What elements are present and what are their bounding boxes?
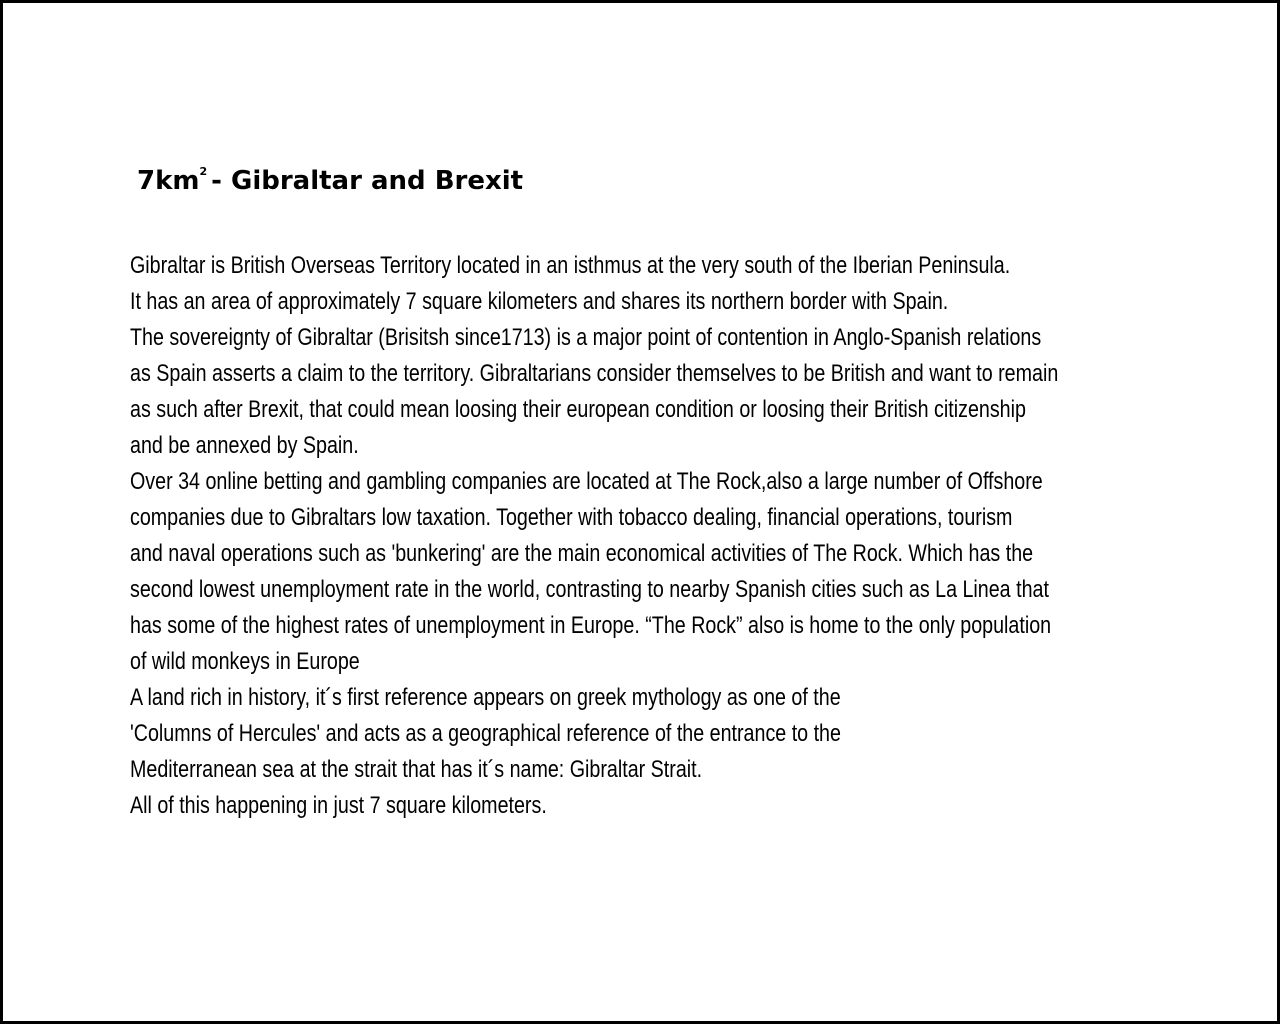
body-line: and naval operations such as 'bunkering' are the main economical activities of The Rock. Which has the (130, 540, 1034, 567)
title-superscript: 2 (199, 165, 208, 179)
body-line: second lowest unemployment rate in the world, contrasting to nearby Spanish cities such as La Linea that (130, 576, 1049, 603)
title-rest: - Gibraltar and Brexit (211, 166, 524, 196)
body-line: as Spain asserts a claim to the territory. Gibraltarians consider themselves to be British and want to remain (130, 360, 1059, 387)
body-line: has some of the highest rates of unemployment in Europe. “The Rock” also is home to the only population (130, 612, 1052, 639)
body-line: Gibraltar is British Overseas Territory located in an isthmus at the very south of the Iberian Peninsula. (130, 252, 1011, 279)
body-line: 'Columns of Hercules' and acts as a geographical reference of the entrance to the (130, 720, 841, 747)
body-line: A land rich in history, it´s first reference appears on greek mythology as one of the (130, 684, 841, 711)
body-line: of wild monkeys in Europe (130, 648, 360, 675)
document-title (137, 163, 523, 199)
document-body (130, 248, 1240, 824)
body-line: All of this happening in just 7 square kilometers. (130, 792, 547, 819)
body-line: It has an area of approximately 7 square kilometers and shares its northern border with Spain. (130, 288, 949, 315)
body-line: Mediterranean sea at the strait that has it´s name: Gibraltar Strait. (130, 756, 703, 783)
body-line: The sovereignty of Gibraltar (Brisitsh since1713) is a major point of contention in Anglo-Spanish relations (130, 324, 1042, 351)
title-main: 7km (137, 166, 200, 196)
body-line: companies due to Gibraltars low taxation. Together with tobacco dealing, financial operations, tourism (130, 504, 1013, 531)
body-line: as such after Brexit, that could mean loosing their european condition or loosing their British citizenship (130, 396, 1026, 423)
body-line: Over 34 online betting and gambling companies are located at The Rock,also a large number of Offshore (130, 468, 1043, 495)
body-line: and be annexed by Spain. (130, 432, 359, 459)
